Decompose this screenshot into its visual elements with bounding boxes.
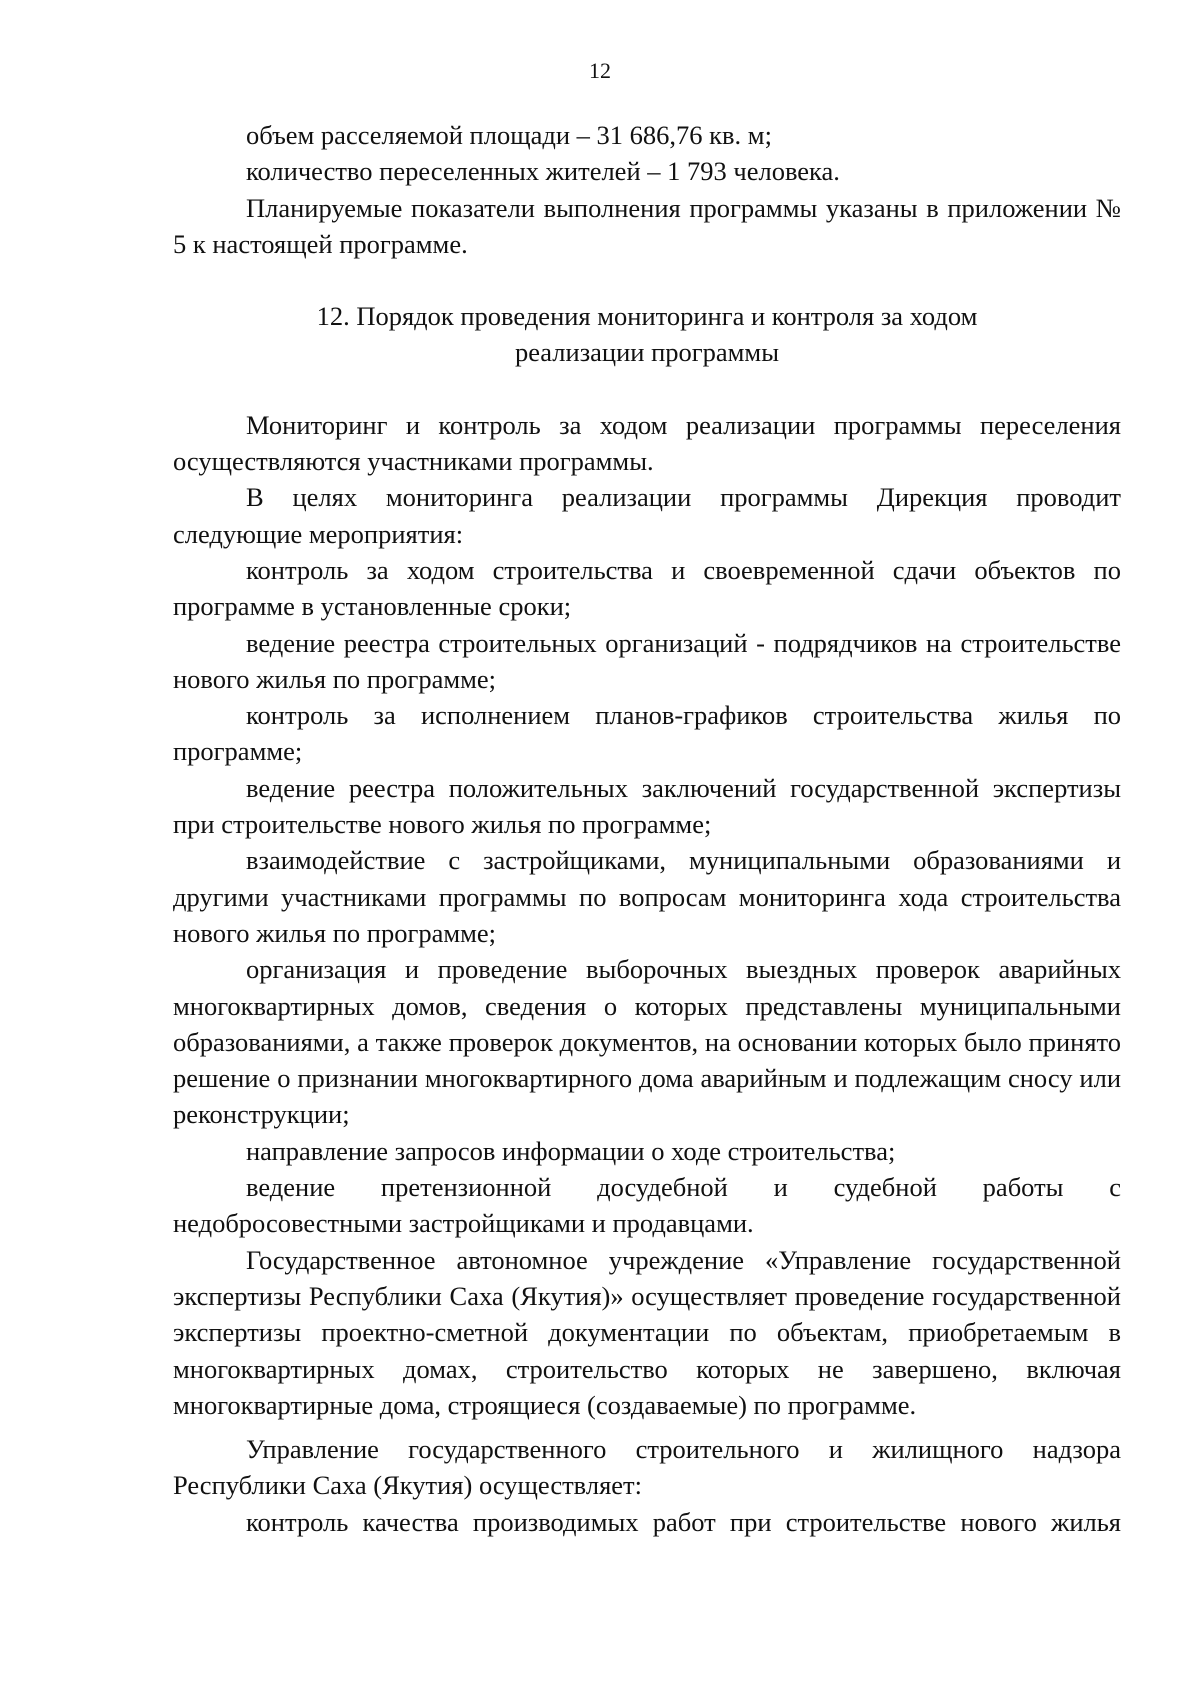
section-heading-line-1: 12. Порядок проведения мониторинга и контроля за ходом <box>316 301 978 332</box>
intro-paragraph-2: количество переселенных жителей – 1 793 человека. <box>246 156 840 187</box>
intro-paragraph-3: Планируемые показатели выполнения программы указаны в приложении № 5 к настоящей программе. <box>173 192 1121 259</box>
list-item-claims-work: ведение претензионной досудебной и судебной работы с недобросовестными застройщиками и продавцами. <box>173 1172 1121 1239</box>
section-heading <box>173 298 1121 371</box>
paragraph-directorate: В целях мониторинга реализации программы Дирекция проводит следующие мероприятия: <box>173 482 1121 549</box>
list-item-contractor-registry: ведение реестра строительных организаций - подрядчиков на строительстве нового жилья по программе; <box>173 627 1121 694</box>
list-item-construction-control: контроль за ходом строительства и своевременной сдачи объектов по программе в установленные сроки; <box>173 554 1121 622</box>
list-item-inspections: организация и проведение выборочных выездных проверок аварийных многоквартирных домов, сведения о которых представлены муниципальными образованиями, а также проверок документов, на основании которых было принято решение о признании многоквартирного дома аварийным и подлежащим сносу или реконструкции; <box>173 954 1121 1130</box>
intro-paragraph-1: объем расселяемой площади – 31 686,76 кв. м; <box>246 120 772 150</box>
document-body <box>173 117 1121 1540</box>
paragraph-state-expertise: Государственное автономное учреждение «Управление государственной экспертизы Республики Саха (Якутия)» осуществляет проведение государственной экспертизы проектно-сметной документации по объектам, приобретаемым в многоквартирных домах, строительство которых не завершено, включая многоквартирные дома, строящиеся (создаваемые) по программе. <box>173 1244 1121 1420</box>
list-item-interaction: взаимодействие с застройщиками, муниципальными образованиями и другими участниками программы по вопросам мониторинга хода строительства нового жилья по программе; <box>173 845 1121 948</box>
paragraph-monitoring: Мониторинг и контроль за ходом реализации программы переселения осуществляются участниками программы. <box>173 409 1121 477</box>
page-number: 12 <box>589 58 611 83</box>
section-heading-line-2: реализации программы <box>514 337 780 368</box>
paragraph-supervision: Управление государственного строительного и жилищного надзора Республики Саха (Якутия) осуществляет: <box>173 1434 1121 1501</box>
list-item-schedule-control: контроль за исполнением планов-графиков строительства жилья по программе; <box>173 700 1121 767</box>
list-item-quality-control: контроль качества производимых работ при строительстве нового жилья <box>246 1506 1121 1537</box>
list-item-information-requests: направление запросов информации о ходе строительства; <box>246 1135 896 1166</box>
list-item-expertise-registry: ведение реестра положительных заключений государственной экспертизы при строительстве нового жилья по программе; <box>173 772 1121 840</box>
